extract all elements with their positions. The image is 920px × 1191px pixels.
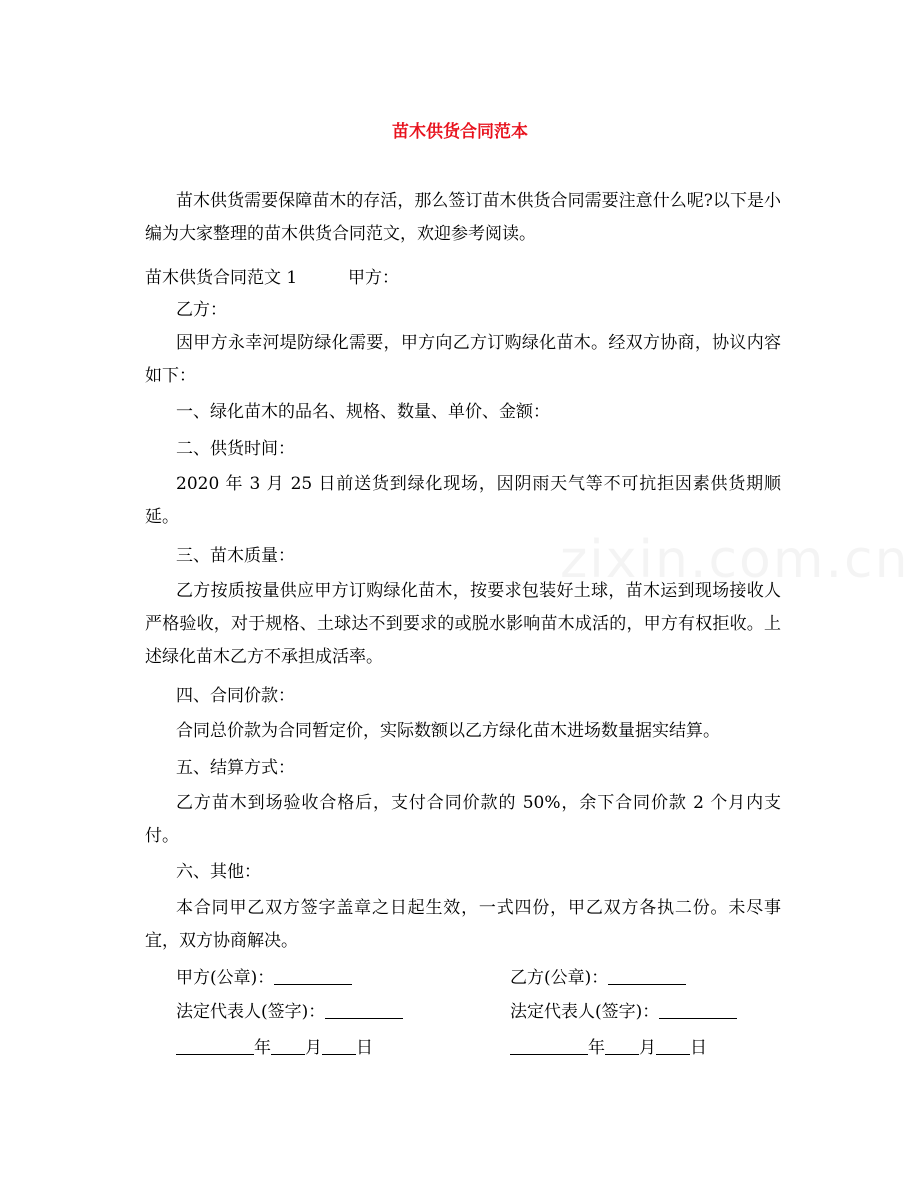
date-b-year-label: 年 [588, 1038, 605, 1058]
party-b-label: 乙方： [176, 300, 227, 320]
section-heading-4: 四、合同价款： [176, 686, 295, 706]
date-a-year-field[interactable] [176, 1038, 254, 1055]
date-b-year-field[interactable] [510, 1038, 588, 1055]
section-body-5: 乙方苗木到场验收合格后，支付合同价款的 50%，余下合同价款 2 个月内支付。 [145, 793, 781, 846]
section-body-2: 2020 年 3 月 25 日前送货到绿化现场，因阴雨天气等不可抗拒因素供货期顺延。 [145, 474, 781, 527]
section-body-3: 乙方按质按量供应甲方订购绿化苗木，按要求包装好土球，苗木运到现场接收人严格验收，对于规格、土球达不到要求的或脱水影响苗木成活的，甲方有权拒收。上述绿化苗木乙方不承担成活率。 [145, 581, 781, 667]
intro-paragraph: 苗木供货需要保障苗木的存活，那么签订苗木供货合同需要注意什么呢?以下是小编为大家整理的苗木供货合同范文，欢迎参考阅读。 [145, 191, 781, 244]
legal-rep-b-line [510, 996, 737, 1029]
section-heading-2: 二、供货时间： [176, 439, 295, 459]
section-body-6: 本合同甲乙双方签字盖章之日起生效，一式四份，甲乙双方各执二份。未尽事宜，双方协商解决。 [145, 898, 781, 951]
date-b-month-field[interactable] [605, 1038, 639, 1055]
date-a-month-field[interactable] [271, 1038, 305, 1055]
section-heading-1: 一、绿化苗木的品名、规格、数量、单价、金额： [176, 402, 550, 422]
date-a-day-field[interactable] [322, 1038, 356, 1055]
section-heading-6: 六、其他： [176, 862, 261, 882]
party-b-seal-line [510, 962, 686, 995]
legal-rep-a-field[interactable] [325, 1002, 403, 1019]
date-line-b [510, 1032, 707, 1065]
party-a-seal-field[interactable] [274, 968, 352, 985]
party-a-label: 甲方： [348, 268, 400, 288]
date-a-year-label: 年 [254, 1038, 271, 1058]
legal-rep-b-field[interactable] [659, 1002, 737, 1019]
date-b-month-label: 月 [639, 1038, 656, 1058]
section-heading-5: 五、结算方式： [176, 758, 295, 778]
date-b-day-field[interactable] [656, 1038, 690, 1055]
date-a-day-label: 日 [356, 1038, 373, 1058]
section-body-4: 合同总价款为合同暂定价，实际数额以乙方绿化苗木进场数量据实结算。 [176, 721, 720, 741]
party-b-seal-label: 乙方(公章)： [510, 968, 609, 988]
sample-label: 苗木供货合同范文 1 [145, 268, 298, 288]
legal-rep-a-line [176, 996, 403, 1029]
preamble-paragraph: 因甲方永幸河堤防绿化需要，甲方向乙方订购绿化苗木。经双方协商，协议内容如下： [145, 333, 781, 386]
legal-rep-b-label: 法定代表人(签字)： [510, 1002, 660, 1022]
party-a-seal-line [176, 962, 352, 995]
document-title: 苗木供货合同范本 [392, 122, 528, 142]
legal-rep-a-label: 法定代表人(签字)： [176, 1002, 326, 1022]
party-b-seal-field[interactable] [608, 968, 686, 985]
sample-header-line [145, 262, 399, 295]
date-line-a [176, 1032, 373, 1065]
date-b-day-label: 日 [690, 1038, 707, 1058]
section-heading-3: 三、苗木质量： [176, 546, 295, 566]
date-a-month-label: 月 [305, 1038, 322, 1058]
party-a-seal-label: 甲方(公章)： [176, 968, 275, 988]
